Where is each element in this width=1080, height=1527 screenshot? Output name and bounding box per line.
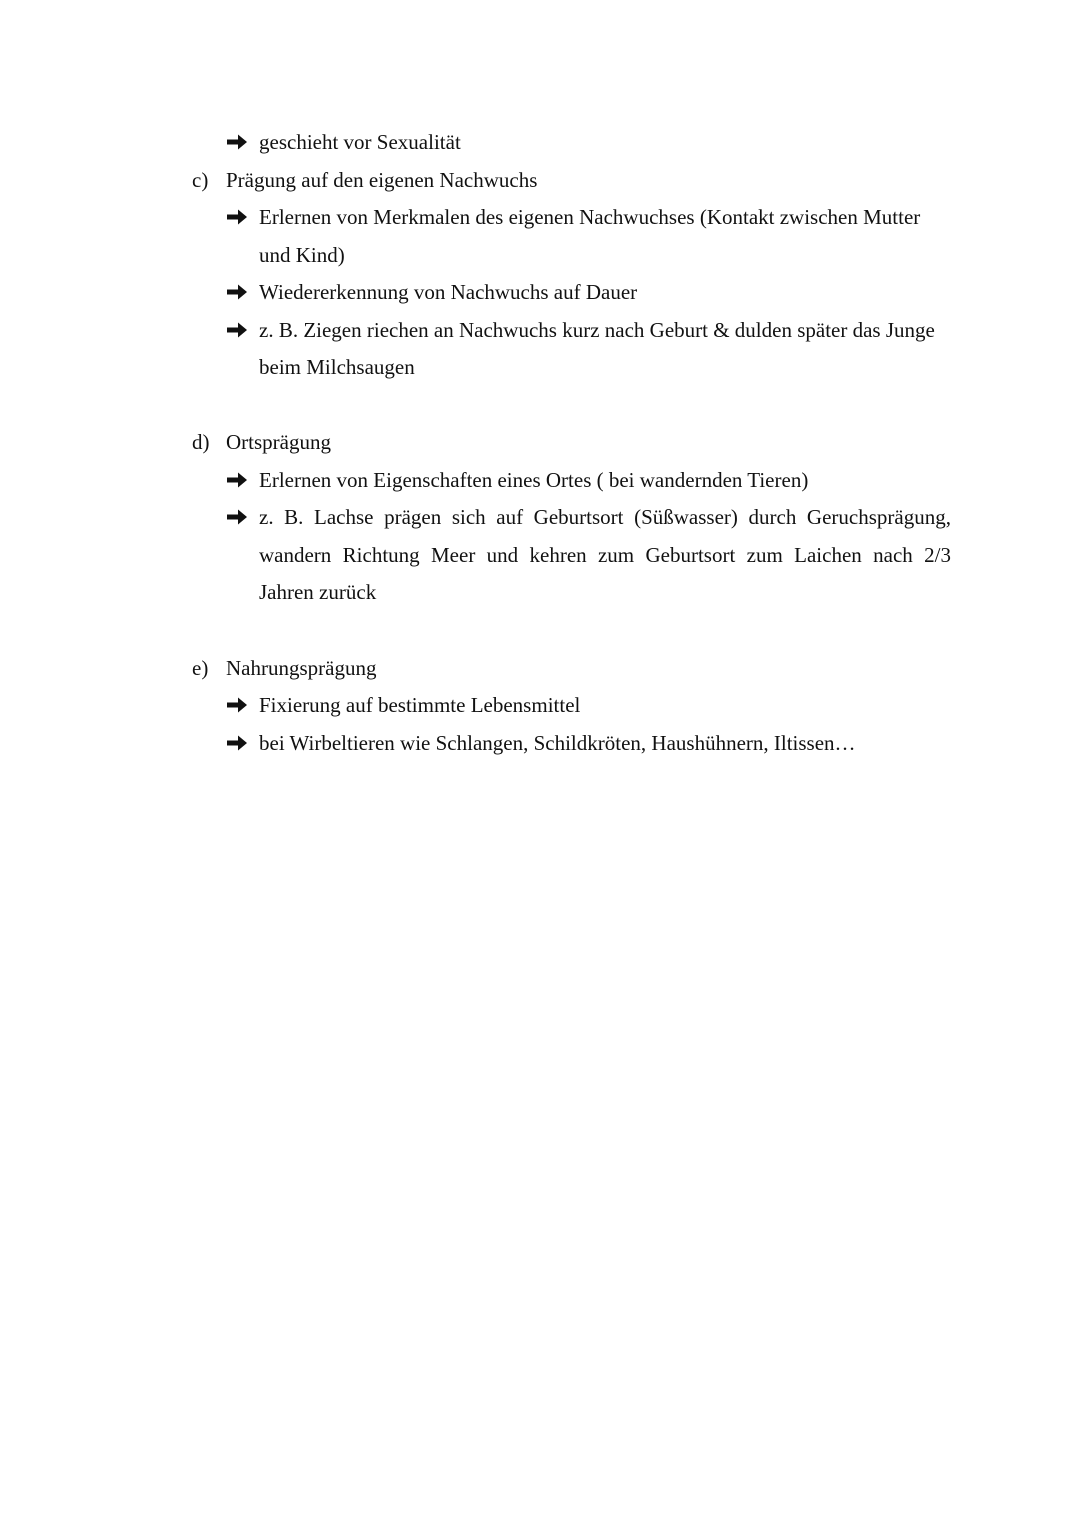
bullet-text: Fixierung auf bestimmte Lebensmittel <box>259 693 581 717</box>
section-heading-e <box>192 654 376 682</box>
bullet-text: z. B. Ziegen riechen an Nachwuchs kurz nach Geburt & dulden später das Junge <box>259 318 935 342</box>
bullet-text-continuation: Jahren zurück <box>259 580 377 604</box>
arrow-icon <box>226 203 248 231</box>
section-letter: e) <box>192 656 209 680</box>
arrow-icon <box>226 316 248 344</box>
arrow-icon <box>226 691 248 719</box>
word: zum <box>746 543 783 567</box>
word: und <box>486 543 519 567</box>
word: kehren <box>529 543 587 567</box>
section-heading-d <box>192 428 331 456</box>
bullet-text-justified <box>259 541 951 569</box>
word: Geruchsprägung, <box>806 505 951 529</box>
word: Geburtsort <box>645 543 736 567</box>
section-title: Nahrungsprägung <box>226 656 377 680</box>
arrow-icon <box>226 278 248 306</box>
bullet-text-justified <box>259 503 951 531</box>
bullet-text: Wiedererkennung von Nachwuchs auf Dauer <box>259 280 638 304</box>
section-letter: c) <box>192 168 209 192</box>
bullet-text-continuation: beim Milchsaugen <box>259 355 415 379</box>
word: sich <box>451 505 486 529</box>
arrow-icon <box>226 729 248 757</box>
word: Lachse <box>314 505 374 529</box>
word: (Süßwasser) <box>634 505 738 529</box>
word: B. <box>284 505 304 529</box>
section-title: Ortsprägung <box>226 430 331 454</box>
word: Laichen <box>794 543 862 567</box>
word: Geburtsort <box>533 505 624 529</box>
bullet-text: Erlernen von Merkmalen des eigenen Nachwuchses (Kontakt zwischen Mutter <box>259 205 921 229</box>
arrow-icon <box>226 466 248 494</box>
word: prägen <box>384 505 442 529</box>
bullet-text: Erlernen von Eigenschaften eines Ortes ( bei wandernden Tieren) <box>259 468 809 492</box>
word: auf <box>496 505 524 529</box>
word: durch <box>748 505 797 529</box>
section-letter: d) <box>192 430 210 454</box>
arrow-icon <box>226 128 248 156</box>
word: z. <box>259 505 274 529</box>
word: 2/3 <box>924 543 951 567</box>
arrow-icon <box>226 503 248 531</box>
bullet-text-continuation: und Kind) <box>259 243 345 267</box>
section-title: Prägung auf den eigenen Nachwuchs <box>226 168 538 192</box>
word: Richtung <box>342 543 420 567</box>
section-heading-c <box>192 166 537 194</box>
bullet-text: geschieht vor Sexualität <box>259 130 461 154</box>
word: zum <box>597 543 635 567</box>
word: Meer <box>431 543 476 567</box>
word: nach <box>873 543 913 567</box>
bullet-text: bei Wirbeltieren wie Schlangen, Schildkröten, Haushühnern, Iltissen… <box>259 731 856 755</box>
word: wandern <box>259 543 332 567</box>
